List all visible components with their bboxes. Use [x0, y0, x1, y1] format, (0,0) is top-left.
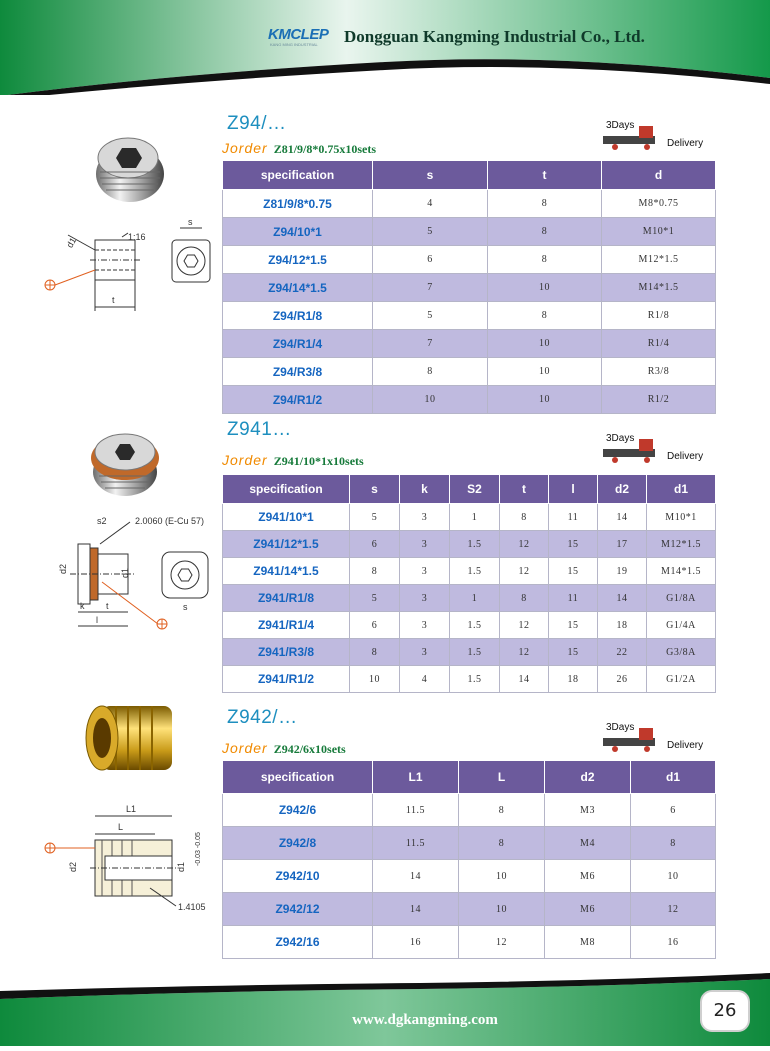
table-cell: 6: [350, 612, 400, 639]
table-cell: 3: [400, 585, 450, 612]
dim-t-z941: t: [106, 601, 109, 611]
logo-text: KMCLEP: [268, 26, 329, 43]
table-cell: 12: [500, 639, 549, 666]
table-cell: 1.5: [450, 531, 500, 558]
table-cell: 12: [500, 558, 549, 585]
table-cell: M8: [545, 926, 631, 959]
table-cell: G3/8A: [647, 639, 716, 666]
table-cell: 11.5: [373, 794, 459, 827]
table-cell: G1/2A: [647, 666, 716, 693]
spec-cell: Z81/9/8*0.75: [223, 190, 373, 218]
table-cell: 8: [350, 558, 400, 585]
dim-taper: 1:16: [128, 232, 146, 242]
column-header: d: [602, 161, 716, 190]
spec-cell: Z94/R1/4: [223, 330, 373, 358]
table-cell: 8: [500, 504, 549, 531]
table-cell: 1.5: [450, 639, 500, 666]
table-cell: 14: [373, 893, 459, 926]
table-cell: M3: [545, 794, 631, 827]
delivery-label: Delivery: [667, 740, 704, 751]
table-cell: 7: [373, 330, 488, 358]
table-cell: 8: [488, 218, 602, 246]
spec-cell: Z94/10*1: [223, 218, 373, 246]
table-row: [223, 612, 716, 639]
dim-d1-z941: d1: [120, 567, 130, 578]
logo-subtext: KANG MING INDUSTRIAL: [270, 42, 318, 47]
table-cell: 3: [400, 612, 450, 639]
table-cell: 1: [450, 585, 500, 612]
table-cell: 17: [598, 531, 647, 558]
spec-cell: Z941/10*1: [223, 504, 350, 531]
table-cell: M6: [545, 860, 631, 893]
column-header: k: [400, 475, 450, 504]
table-cell: 14: [598, 504, 647, 531]
table-cell: 1.5: [450, 666, 500, 693]
table-cell: 3: [400, 558, 450, 585]
column-header: d1: [647, 475, 716, 504]
dim-s-z941: s: [183, 602, 188, 612]
footer-band: [0, 965, 770, 1046]
table-row: [223, 504, 716, 531]
dim-d1: d1: [64, 235, 79, 250]
table-cell: M14*1.5: [602, 274, 716, 302]
column-header: s: [350, 475, 400, 504]
spec-cell: Z941/R3/8: [223, 639, 350, 666]
table-cell: 10: [488, 330, 602, 358]
dim-s: s: [188, 217, 193, 227]
dim-d2-z942: d2: [68, 861, 78, 872]
column-header: specification: [223, 161, 373, 190]
table-row: [223, 639, 716, 666]
table-cell: 5: [350, 585, 400, 612]
technical-drawing-z94: [40, 215, 220, 320]
table-cell: 8: [488, 246, 602, 274]
order-code-z941: Z941/10*1x10sets: [273, 454, 364, 468]
table-cell: M6: [545, 893, 631, 926]
model-title-z941: Z941…: [227, 419, 292, 440]
table-cell: R3/8: [602, 358, 716, 386]
table-cell: 5: [350, 504, 400, 531]
table-cell: 8: [631, 827, 716, 860]
table-cell: 14: [598, 585, 647, 612]
table-cell: 26: [598, 666, 647, 693]
table-cell: 10: [459, 893, 545, 926]
table-cell: 14: [373, 860, 459, 893]
table-cell: 12: [631, 893, 716, 926]
table-row: [223, 893, 716, 926]
table-row: [223, 926, 716, 959]
header-band: [0, 0, 770, 95]
model-title-z94: Z94/…: [227, 113, 287, 134]
spec-cell: Z942/10: [223, 860, 373, 893]
dim-material: 2.0060 (E-Cu 57): [135, 516, 205, 526]
table-cell: 5: [373, 218, 488, 246]
table-cell: 10: [373, 386, 488, 414]
order-label: Jorder: [222, 740, 268, 756]
table-row: [223, 246, 716, 274]
delivery-badge-z94: [603, 120, 715, 160]
table-row: [223, 302, 716, 330]
table-cell: 12: [500, 612, 549, 639]
spec-cell: Z94/14*1.5: [223, 274, 373, 302]
table-cell: M10*1: [647, 504, 716, 531]
order-code-z94: Z81/9/8*0.75x10sets: [273, 142, 377, 156]
table-cell: G1/4A: [647, 612, 716, 639]
order-code-z942: Z942/6x10sets: [273, 742, 346, 756]
column-header: S2: [450, 475, 500, 504]
order-row-z941: [222, 452, 364, 469]
column-header: L1: [373, 761, 459, 794]
table-cell: R1/4: [602, 330, 716, 358]
table-cell: 5: [373, 302, 488, 330]
table-row: [223, 386, 716, 414]
delivery-label: Delivery: [667, 451, 704, 462]
table-cell: 8: [373, 358, 488, 386]
company-name: Dongguan Kangming Industrial Co., Ltd.: [344, 27, 645, 46]
table-row: [223, 531, 716, 558]
order-row-z94: [222, 140, 376, 157]
table-cell: 3: [400, 639, 450, 666]
table-cell: M10*1: [602, 218, 716, 246]
table-row: [223, 666, 716, 693]
table-cell: R1/2: [602, 386, 716, 414]
table-row: [223, 330, 716, 358]
order-row-z942: [222, 740, 346, 757]
table-cell: 11: [549, 585, 598, 612]
delivery-days: 3Days: [606, 120, 635, 131]
product-photo-z941: [85, 422, 175, 507]
model-title-z942: Z942/…: [227, 707, 298, 728]
table-cell: 4: [373, 190, 488, 218]
page-header: [0, 0, 770, 95]
order-label: Jorder: [222, 140, 268, 156]
table-row: [223, 274, 716, 302]
table-cell: 4: [400, 666, 450, 693]
spec-table-z942: [222, 760, 716, 959]
column-header: d2: [545, 761, 631, 794]
company-logo: [268, 22, 340, 48]
dim-L1: L1: [126, 804, 137, 814]
table-cell: 10: [488, 274, 602, 302]
table-row: [223, 190, 716, 218]
table-cell: 3: [400, 504, 450, 531]
table-cell: 7: [373, 274, 488, 302]
spec-cell: Z941/12*1.5: [223, 531, 350, 558]
table-cell: 15: [549, 558, 598, 585]
dim-k: k: [80, 601, 85, 611]
product-photo-z94: [90, 128, 180, 213]
delivery-badge-z942: [603, 722, 715, 762]
spec-cell: Z941/14*1.5: [223, 558, 350, 585]
table-cell: 19: [598, 558, 647, 585]
table-row: [223, 358, 716, 386]
table-cell: 10: [488, 386, 602, 414]
spec-cell: Z94/12*1.5: [223, 246, 373, 274]
table-row: [223, 585, 716, 612]
table-cell: 8: [459, 827, 545, 860]
spec-cell: Z941/R1/2: [223, 666, 350, 693]
dim-s2: s2: [97, 516, 107, 526]
dim-tolerance: -0.03 -0.05: [195, 832, 202, 866]
dim-t: t: [112, 295, 115, 305]
table-cell: 8: [500, 585, 549, 612]
table-cell: M14*1.5: [647, 558, 716, 585]
table-cell: 10: [631, 860, 716, 893]
table-cell: 16: [373, 926, 459, 959]
table-cell: 11: [549, 504, 598, 531]
table-row: [223, 827, 716, 860]
table-cell: M8*0.75: [602, 190, 716, 218]
dim-L: L: [118, 822, 124, 832]
spec-cell: Z942/16: [223, 926, 373, 959]
product-photo-z942: [80, 702, 180, 782]
spec-table-z941: [222, 474, 716, 693]
table-cell: 15: [549, 639, 598, 666]
table-cell: 6: [350, 531, 400, 558]
order-label: Jorder: [222, 452, 268, 468]
table-cell: 8: [350, 639, 400, 666]
dim-material-z942: 1.4105: [178, 902, 206, 912]
page-number: 26: [700, 990, 750, 1032]
table-cell: G1/8A: [647, 585, 716, 612]
table-row: [223, 218, 716, 246]
table-cell: 15: [549, 612, 598, 639]
spec-cell: Z942/8: [223, 827, 373, 860]
spec-cell: Z942/12: [223, 893, 373, 926]
column-header: t: [488, 161, 602, 190]
table-cell: 15: [549, 531, 598, 558]
table-cell: M12*1.5: [602, 246, 716, 274]
spec-cell: Z94/R1/2: [223, 386, 373, 414]
table-cell: 22: [598, 639, 647, 666]
table-cell: 10: [350, 666, 400, 693]
table-cell: 6: [631, 794, 716, 827]
table-cell: M4: [545, 827, 631, 860]
column-header: d2: [598, 475, 647, 504]
page-footer: [0, 965, 770, 1046]
column-header: l: [549, 475, 598, 504]
spec-cell: Z941/R1/4: [223, 612, 350, 639]
dim-d2: d2: [58, 563, 68, 574]
delivery-days: 3Days: [606, 433, 635, 444]
table-row: [223, 558, 716, 585]
column-header: specification: [223, 761, 373, 794]
table-cell: R1/8: [602, 302, 716, 330]
column-header: specification: [223, 475, 350, 504]
table-cell: 12: [459, 926, 545, 959]
table-cell: 6: [373, 246, 488, 274]
dim-d1-z942: d1: [176, 861, 186, 872]
spec-cell: Z94/R3/8: [223, 358, 373, 386]
table-cell: 8: [488, 190, 602, 218]
table-cell: 1.5: [450, 612, 500, 639]
table-cell: M12*1.5: [647, 531, 716, 558]
table-cell: 10: [459, 860, 545, 893]
table-cell: 1: [450, 504, 500, 531]
table-cell: 16: [631, 926, 716, 959]
delivery-badge-z941: [603, 433, 715, 473]
table-cell: 18: [598, 612, 647, 639]
spec-cell: Z941/R1/8: [223, 585, 350, 612]
table-row: [223, 860, 716, 893]
delivery-label: Delivery: [667, 138, 704, 149]
technical-drawing-z942: [40, 800, 220, 920]
dim-l: l: [96, 615, 98, 625]
table-cell: 10: [488, 358, 602, 386]
table-cell: 11.5: [373, 827, 459, 860]
technical-drawing-z941: [40, 512, 240, 642]
table-cell: 1.5: [450, 558, 500, 585]
column-header: L: [459, 761, 545, 794]
spec-cell: Z942/6: [223, 794, 373, 827]
spec-table-z94: [222, 160, 716, 414]
table-row: [223, 794, 716, 827]
column-header: t: [500, 475, 549, 504]
table-cell: 18: [549, 666, 598, 693]
column-header: d1: [631, 761, 716, 794]
table-cell: 3: [400, 531, 450, 558]
delivery-days: 3Days: [606, 722, 635, 733]
table-cell: 8: [488, 302, 602, 330]
column-header: s: [373, 161, 488, 190]
table-cell: 8: [459, 794, 545, 827]
table-cell: 14: [500, 666, 549, 693]
spec-cell: Z94/R1/8: [223, 302, 373, 330]
website-url: www.dgkangming.com: [352, 1012, 498, 1028]
table-cell: 12: [500, 531, 549, 558]
